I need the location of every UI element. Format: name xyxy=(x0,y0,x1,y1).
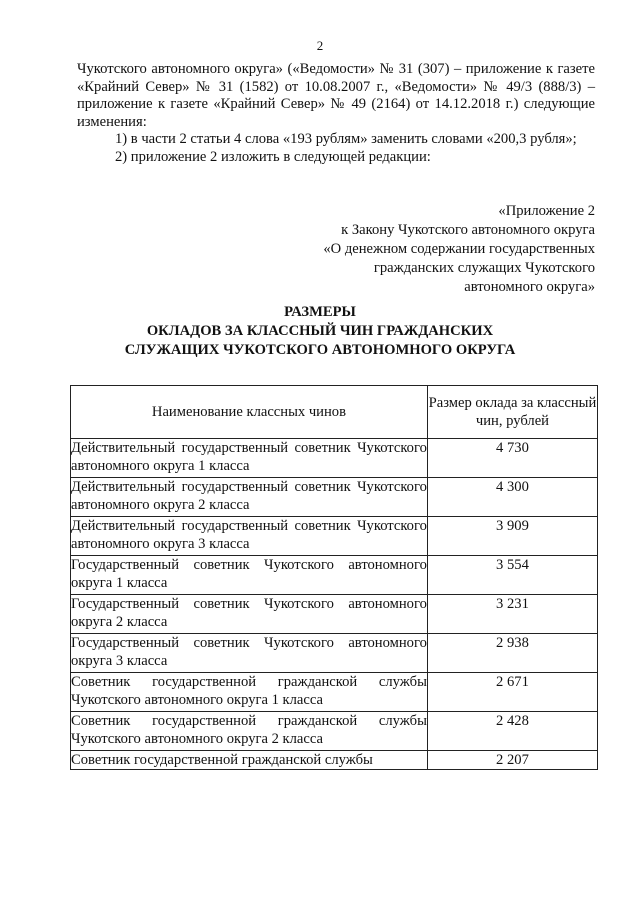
intro-paragraph: Чукотского автономного округа» («Ведомости» № 31 (307) – приложение к газете «Крайний Север» № 31 (1582) от 10.08.2007 г., «Ведомости» № 49/3 (888/3) – приложение к газете «Крайний Север» № 49 (2164) от 14.12.2018 г.) следующие изменения: xyxy=(77,61,595,130)
table-row xyxy=(71,634,598,673)
salary-amount: 2 671 xyxy=(427,673,597,712)
rank-name: Советник государственной гражданской службы Чукотского автономного округа 1 класса xyxy=(71,674,427,708)
appendix-header xyxy=(265,202,595,297)
table-row xyxy=(71,556,598,595)
amendment-item-1: 1) в части 2 статьи 4 слова «193 рублям» заменить словами «200,3 рубля»; xyxy=(115,131,577,148)
salary-amount: 2 207 xyxy=(427,751,597,770)
table-row xyxy=(71,712,598,751)
rank-name: Действительный государственный советник Чукотского автономного округа 3 класса xyxy=(71,518,427,552)
table-row xyxy=(71,517,598,556)
table-row xyxy=(71,595,598,634)
appendix-header-line: автономного округа» xyxy=(464,279,595,295)
title-line: ОКЛАДОВ ЗА КЛАССНЫЙ ЧИН ГРАЖДАНСКИХ xyxy=(146,323,494,339)
amendment-item-2: 2) приложение 2 изложить в следующей редакции: xyxy=(115,148,431,165)
rank-name: Действительный государственный советник Чукотского автономного округа 2 класса xyxy=(71,479,427,513)
table-row xyxy=(71,673,598,712)
table-row xyxy=(71,478,598,517)
page-number: 2 xyxy=(316,38,324,53)
appendix-header-line: гражданских служащих Чукотского xyxy=(373,260,595,276)
rank-name: Государственный советник Чукотского автономного округа 3 класса xyxy=(71,635,427,669)
intro-text xyxy=(77,61,595,167)
rank-name: Советник государственной гражданской службы xyxy=(71,752,373,768)
salary-amount: 2 428 xyxy=(427,712,597,751)
appendix-header-line: «О денежном содержании государственных xyxy=(323,241,595,257)
document-title xyxy=(0,303,640,360)
salary-amount: 4 300 xyxy=(427,478,597,517)
rank-name: Действительный государственный советник Чукотского автономного округа 1 класса xyxy=(71,440,427,474)
salary-amount: 3 554 xyxy=(427,556,597,595)
salary-amount: 4 730 xyxy=(427,439,597,478)
table-row xyxy=(71,751,598,770)
salary-amount: 3 231 xyxy=(427,595,597,634)
appendix-header-line: «Приложение 2 xyxy=(498,203,595,219)
header-rank-name: Наименование классных чинов xyxy=(71,386,428,439)
appendix-header-line: к Закону Чукотского автономного округа xyxy=(341,222,595,238)
title-line: СЛУЖАЩИХ ЧУКОТСКОГО АВТОНОМНОГО ОКРУГА xyxy=(124,342,516,358)
table-row xyxy=(71,439,598,478)
rank-name: Государственный советник Чукотского автономного округа 2 класса xyxy=(71,596,427,630)
salary-table xyxy=(70,385,598,770)
salary-amount: 2 938 xyxy=(427,634,597,673)
table-header-row xyxy=(71,386,598,439)
title-line: РАЗМЕРЫ xyxy=(284,304,356,320)
rank-name: Советник государственной гражданской службы Чукотского автономного округа 2 класса xyxy=(71,713,427,747)
header-salary-amount: Размер оклада за классный чин, рублей xyxy=(427,386,597,439)
salary-amount: 3 909 xyxy=(427,517,597,556)
rank-name: Государственный советник Чукотского автономного округа 1 класса xyxy=(71,557,427,591)
